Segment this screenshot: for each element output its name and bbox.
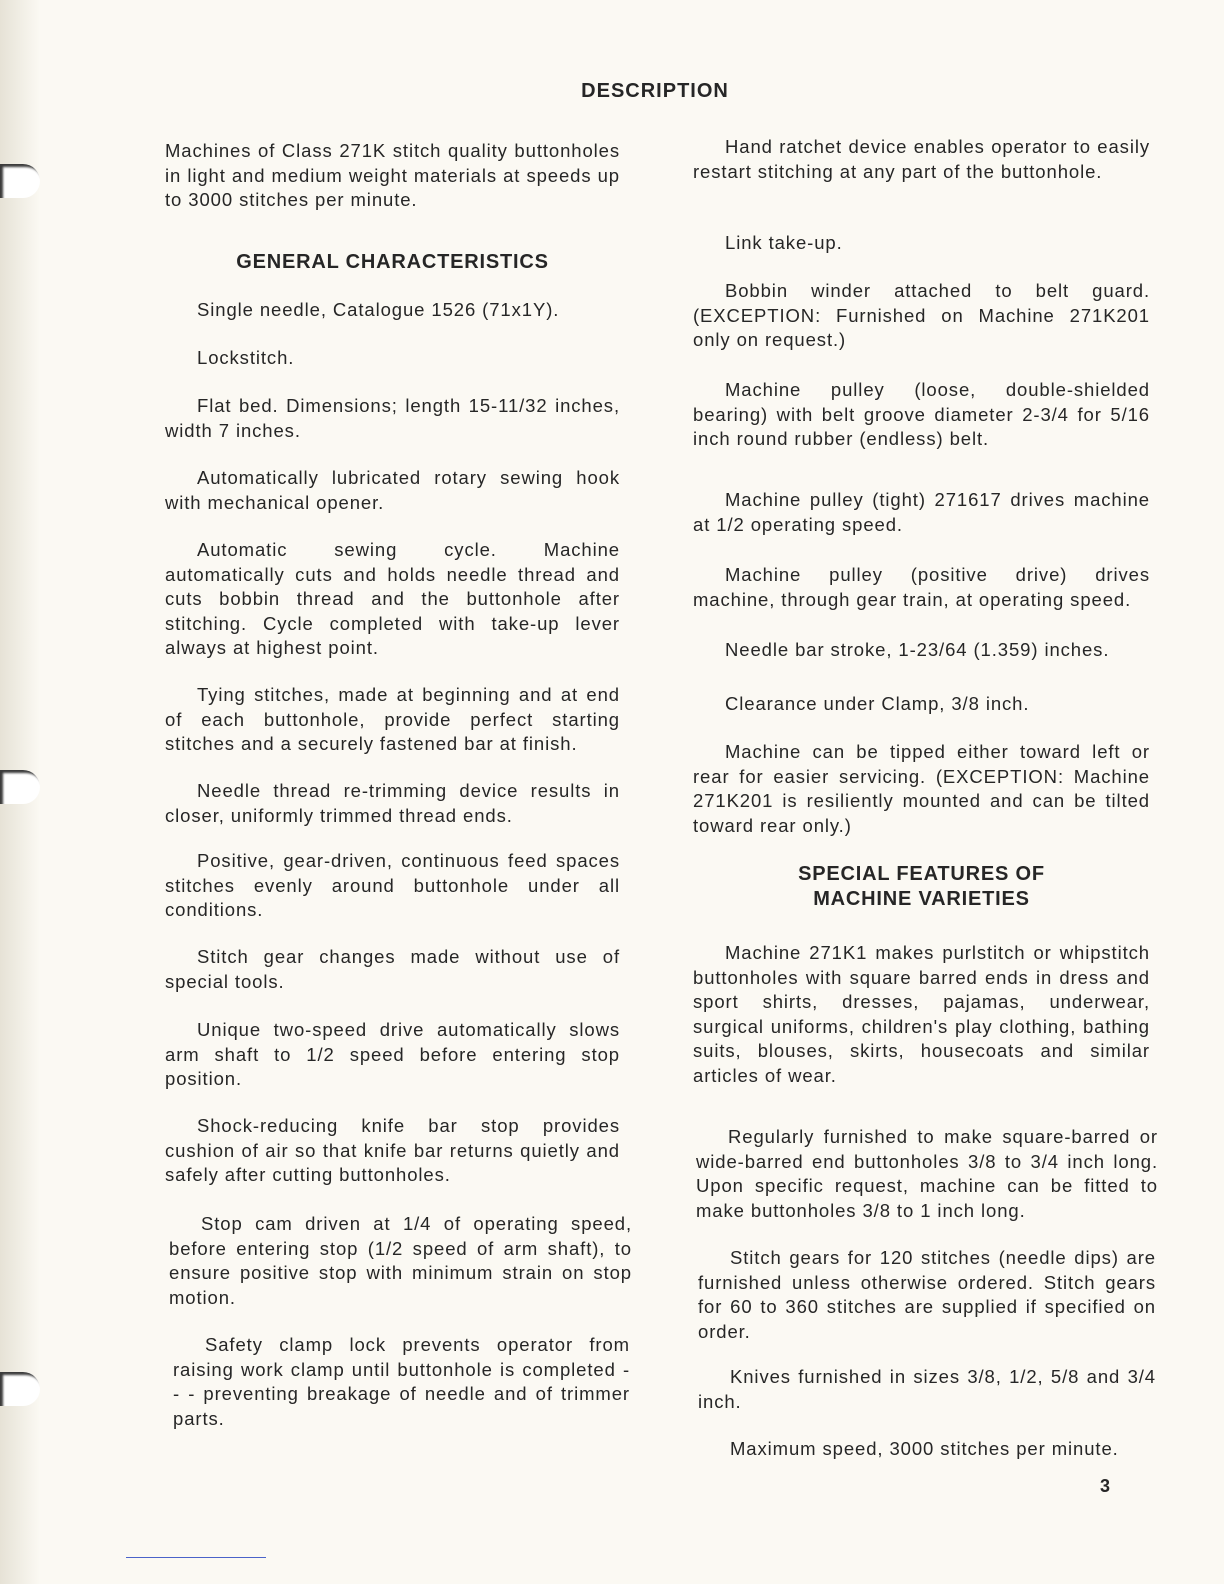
paragraph: Clearance under Clamp, 3/8 inch. <box>725 693 1030 714</box>
special-features-heading-line2: MACHINE VARIETIES <box>813 888 1030 910</box>
paragraph: Stitch gear changes made without use of special tools. <box>165 946 620 992</box>
paragraph: Maximum speed, 3000 stitches per minute. <box>730 1438 1119 1459</box>
paragraph: Machine can be tipped either toward left or rear for easier servicing. (EXCEPTION: Machine 271K201 is resiliently mounted and can be tilted toward rear only.) <box>693 741 1150 836</box>
paragraph: Machine pulley (positive drive) drives machine, through gear train, at operating speed. <box>693 564 1150 610</box>
punch-hole-middle <box>0 770 40 804</box>
paragraph: Stitch gears for 120 stitches (needle dips) are furnished unless otherwise ordered. Stitch gears for 60 to 360 stitches are supplied if specified on order. <box>698 1247 1156 1342</box>
paragraph: Flat bed. Dimensions; length 15-11/32 inches, width 7 inches. <box>165 395 620 441</box>
page-title: DESCRIPTION <box>581 80 729 102</box>
paragraph: Stop cam driven at 1/4 of operating speed, before entering stop (1/2 speed of arm shaft), to ensure positive stop with minimum strain on stop motion. <box>169 1213 632 1308</box>
paragraph: Knives furnished in sizes 3/8, 1/2, 5/8 and 3/4 inch. <box>698 1366 1156 1412</box>
paragraph: Machine pulley (tight) 271617 drives machine at 1/2 operating speed. <box>693 489 1150 535</box>
special-features-heading-line1: SPECIAL FEATURES OF <box>798 863 1045 885</box>
general-characteristics-heading: GENERAL CHARACTERISTICS <box>236 251 549 273</box>
intro-paragraph: Machines of Class 271K stitch quality buttonholes in light and medium weight materials at speeds up to 3000 stitches per minute. <box>165 140 620 210</box>
paragraph: Machine 271K1 makes purlstitch or whipstitch buttonholes with square barred ends in dress and sport shirts, dresses, pajamas, underwear, surgical uniforms, children's play clothing, bathing suits, blouses, skirts, housecoats and similar articles of wear. <box>693 942 1150 1086</box>
punch-hole-bottom <box>0 1372 40 1406</box>
paragraph: Single needle, Catalogue 1526 (71x1Y). <box>197 299 560 320</box>
paragraph: Automatic sewing cycle. Machine automatically cuts and holds needle thread and cuts bobbin thread and the buttonhole after stitching. Cycle completed with take-up lever always at highest point. <box>165 539 620 658</box>
paragraph: Automatically lubricated rotary sewing hook with mechanical opener. <box>165 467 620 513</box>
paragraph: Hand ratchet device enables operator to easily restart stitching at any part of the buttonhole. <box>693 136 1150 182</box>
paragraph: Positive, gear-driven, continuous feed spaces stitches evenly around buttonhole under all conditions. <box>165 850 620 920</box>
paragraph: Unique two-speed drive automatically slows arm shaft to 1/2 speed before entering stop position. <box>165 1019 620 1089</box>
paragraph: Tying stitches, made at beginning and at end of each buttonhole, provide perfect starting stitches and a securely fastened bar at finish. <box>165 684 620 754</box>
paragraph: Shock-reducing knife bar stop provides cushion of air so that knife bar returns quietly and safely after cutting buttonholes. <box>165 1115 620 1185</box>
paragraph: Lockstitch. <box>197 347 295 368</box>
punch-hole-top <box>0 164 40 198</box>
footer-rule <box>126 1557 266 1558</box>
paragraph: Safety clamp lock prevents operator from raising work clamp until buttonhole is completed - - - preventing breakage of needle and of trimmer parts. <box>173 1334 630 1429</box>
paragraph: Bobbin winder attached to belt guard. (EXCEPTION: Furnished on Machine 271K201 only on request.) <box>693 280 1150 350</box>
paragraph: Regularly furnished to make square-barred or wide-barred end buttonholes 3/8 to 3/4 inch long. Upon specific request, machine can be fitted to make buttonholes 3/8 to 1 inch long. <box>696 1126 1158 1221</box>
paragraph: Needle bar stroke, 1-23/64 (1.359) inches. <box>725 639 1110 660</box>
paragraph: Machine pulley (loose, double-shielded bearing) with belt groove diameter 2-3/4 for 5/16 inch round rubber (endless) belt. <box>693 379 1150 449</box>
page-number: 3 <box>1100 1476 1111 1496</box>
paragraph: Needle thread re-trimming device results in closer, uniformly trimmed thread ends. <box>165 780 620 826</box>
paragraph: Link take-up. <box>725 232 843 253</box>
